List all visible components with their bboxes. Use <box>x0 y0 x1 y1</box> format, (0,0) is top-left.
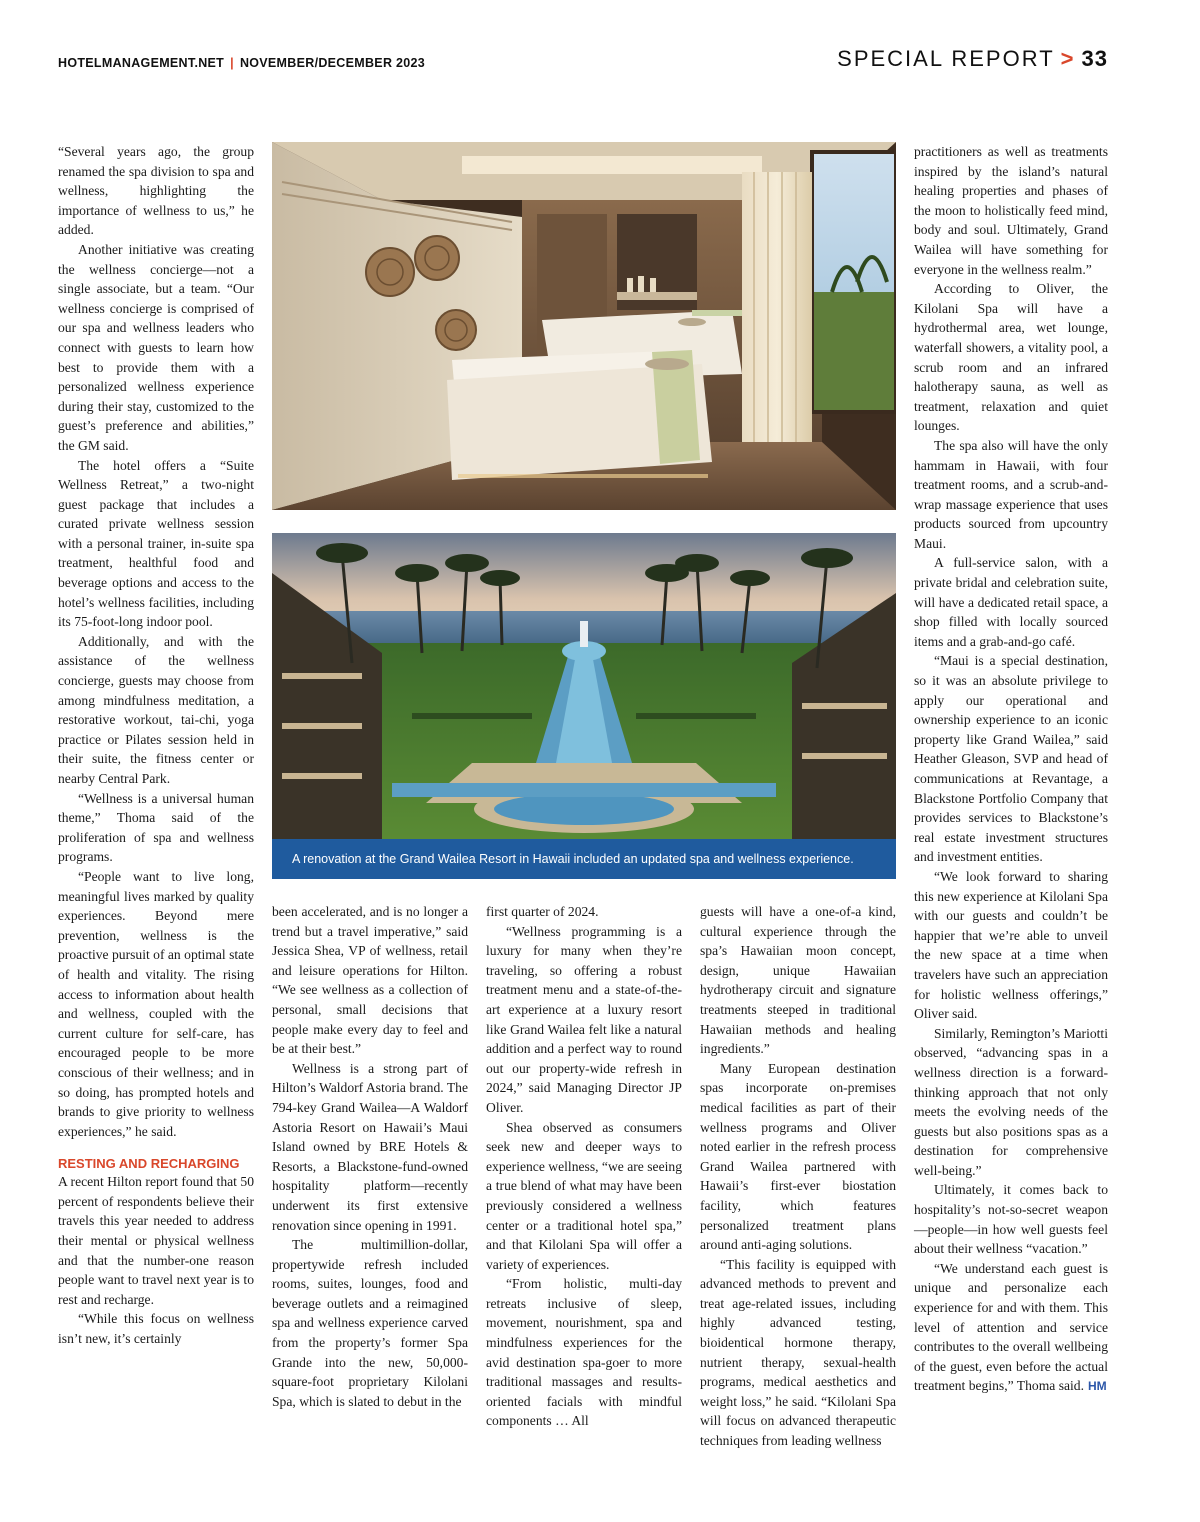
header-separator: | <box>230 56 234 70</box>
paragraph: The hotel offers a “Suite Wellness Retreat,” a two-night guest package that includes a curated private wellness session with a personal trainer, in-suite spa treatment, healthful food and beverage options and access to the hotel’s wellness facilities, including its 75-foot-long indoor pool. <box>58 457 254 630</box>
end-mark: HM <box>1088 1379 1107 1394</box>
running-header <box>58 56 425 70</box>
site-name: HOTELMANAGEMENT.NET <box>58 56 225 70</box>
paragraph: “People want to live long, meaningful lives marked by quality experiences. Beyond mere prevention, wellness is the proactive pursuit of an optimal state of health and vitality. The rising access to information about health and wellness, coupled with the current culture for self-care, has encouraged people to be more conscious of their wellness; and in so doing, has prompted hotels and brands to give priority to wellness experiences,” he said. <box>58 868 254 1139</box>
issue-date: NOVEMBER/DECEMBER 2023 <box>239 56 426 70</box>
section-subhead: RESTING AND RECHARGING <box>58 1156 240 1172</box>
photo-caption: A renovation at the Grand Wailea Resort in Hawaii included an updated spa and wellness experience. <box>272 839 896 879</box>
paragraph: The spa also will have the only hammam in Hawaii, with four treatment rooms, and a scrub-and-wrap massage experience that uses products sourced from upcountry Maui. <box>914 437 1108 551</box>
paragraph: A recent Hilton report found that 50 percent of respondents believe their travels this year needed to address their mental or physical wellness and that the number-one reason people want to travel next year is to rest and recharge. <box>58 1174 254 1307</box>
paragraph: Ultimately, it comes back to hospitality’s not-so-secret weapon—people—in how well guests feel about their wellness “vacation.” <box>914 1182 1108 1257</box>
paragraph: “Maui is a special destination, so it was an absolute privilege to apply our operational and ownership experience to an iconic property like Grand Wailea,” said Heather Gleason, SVP and head of communications at Revantage, a Blackstone Portfolio Company that provides services to Blackstone’s real estate investment structures and investment entities. <box>914 653 1108 865</box>
article-column-1 <box>58 142 254 1349</box>
paragraph: practitioners as well as treatments inspired by the island’s natural healing properties and phases of the moon to holistically feed mind, body and soul. Ultimately, Grand Wailea will have something for everyone in the wellness realm.” <box>914 144 1108 277</box>
paragraph: Similarly, Remington’s Mariotti observed, “advancing spas in a wellness direction is a forward-thinking approach that not only meets the evolving needs of the guests but also positions spas as a destination for comprehensive well-being.” <box>914 1025 1108 1178</box>
resort-aerial-photo <box>272 533 896 839</box>
section-title: SPECIAL REPORT <box>837 46 1055 71</box>
paragraph: “Wellness programming is a luxury for many when they’re traveling, so offering a robust treatment menu and a state-of-the-art experience at a luxury resort like Grand Wailea felt like a natural addition and a perfect way to round out our property-wide refresh in 2024,” said Managing Director JP Oliver. <box>486 923 682 1115</box>
paragraph: According to Oliver, the Kilolani Spa will have a hydrothermal area, wet lounge, waterfall showers, a vitality pool, a scrub room and an infrared halotherapy sauna, as well as treatment, relaxation and quiet lounges. <box>914 281 1108 434</box>
article-column-3 <box>486 902 682 1431</box>
paragraph: Wellness is a strong part of Hilton’s Waldorf Astoria brand. The 794-key Grand Wailea—A Waldorf Astoria Resort on Hawaii’s Maui Island owned by BRE Hotels & Resorts, a Blackstone-fund-owned hospitality platform—recently underwent its first extensive renovation since opening in 1991. <box>272 1060 468 1233</box>
article-column-5 <box>914 142 1108 1397</box>
paragraph <box>914 1259 1108 1397</box>
chevron-right-icon: > <box>1060 46 1076 71</box>
paragraph: Shea observed as consumers seek new and deeper ways to experience wellness, “we are seeing a true blend of what may have been previously considered a wellness center or a traditional hotel spa,” and that Kilolani Spa will offer a variety of experiences. <box>486 1119 682 1272</box>
spa-room-photo <box>272 142 896 510</box>
paragraph: been accelerated, and is no longer a trend but a travel imperative,” said Jessica Shea, VP of wellness, retail and leisure operations for Hilton. “We see wellness as a collection of personal, small decisions that people make every day to feel and be at their best.” <box>272 904 468 1057</box>
paragraph: guests will have a one-of-a kind, cultural experience through the spa’s Hawaiian moon concept, design, unique Hawaiian hydrotherapy circuit and signature treatments steeped in traditional Hawaiian methods and healing ingredients.” <box>700 904 896 1057</box>
article-column-4 <box>700 902 896 1451</box>
paragraph: “From holistic, multi-day retreats inclusive of sleep, movement, nourishment, spa and mindfulness experiences for the avid destination spa-goer to more traditional massages and results-oriented facials with mindful components … All <box>486 1276 682 1429</box>
paragraph: “We look forward to sharing this new experience at Kilolani Spa with our guests and couldn’t be happier that we’re able to unveil the new space at a time when travelers have such an appreciation for holistic wellness offerings,” Oliver said. <box>914 868 1108 1022</box>
article-column-2 <box>272 902 468 1411</box>
paragraph: first quarter of 2024. <box>486 904 599 919</box>
paragraph: Additionally, and with the assistance of the wellness concierge, guests may choose from among mindfulness meditation, a restorative workout, tai-chi, yoga practice or Pilates session held in their suite, the fitness center or nearby Central Park. <box>58 633 254 786</box>
paragraph: “This facility is equipped with advanced methods to prevent and treat age-related issues, including highly advanced testing, bioidentical hormone therapy, nutrient therapy, sexual-health programs, medical aesthetics and weight loss,” he said. “Kilolani Spa will focus on advanced therapeutic techniques from leading wellness <box>700 1256 896 1449</box>
paragraph: Many European destination spas incorporate on-premises medical facilities as part of their wellness programs and Oliver noted earlier in the refresh process Grand Wailea partnered with Hawaii’s first-ever biostation facility, which features personalized treatment plans around anti-aging solutions. <box>700 1060 896 1253</box>
section-header <box>837 46 1108 72</box>
paragraph: The multimillion-dollar, propertywide refresh included rooms, suites, lounges, food and beverage outlets and a reimagined spa and wellness experience carved from the property’s former Spa Grande into the new, 50,000-square-foot proprietary Kilolani Spa, which is slated to debut in the <box>272 1237 468 1409</box>
paragraph: A full-service salon, with a private bridal and celebration suite, will have a dedicated retail space, a shop filled with locally sourced items and a grab-and-go café. <box>914 555 1108 649</box>
paragraph: “While this focus on wellness isn’t new, it’s certainly <box>58 1311 254 1347</box>
paragraph: “Several years ago, the group renamed the spa division to spa and wellness, highlighting the importance of wellness to us,” he added. <box>58 144 254 238</box>
page-number: 33 <box>1081 46 1108 71</box>
paragraph: Another initiative was creating the wellness concierge—not a single associate, but a team. “Our wellness concierge is comprised of our spa and wellness leaders who connect with guests to learn how best to provide them with a personalized wellness experience during their stay, customized to the guest’s preference and abilities,” the GM said. <box>58 241 254 453</box>
paragraph: “Wellness is a universal human theme,” Thoma said of the proliferation of spa and wellness programs. <box>58 790 254 865</box>
paragraph-text: “We understand each guest is unique and personalize each experience for and with them. This level of attention and service contributes to the overall wellbeing of the guest, even before the actual treatment begins,” Thoma said. <box>914 1260 1108 1394</box>
